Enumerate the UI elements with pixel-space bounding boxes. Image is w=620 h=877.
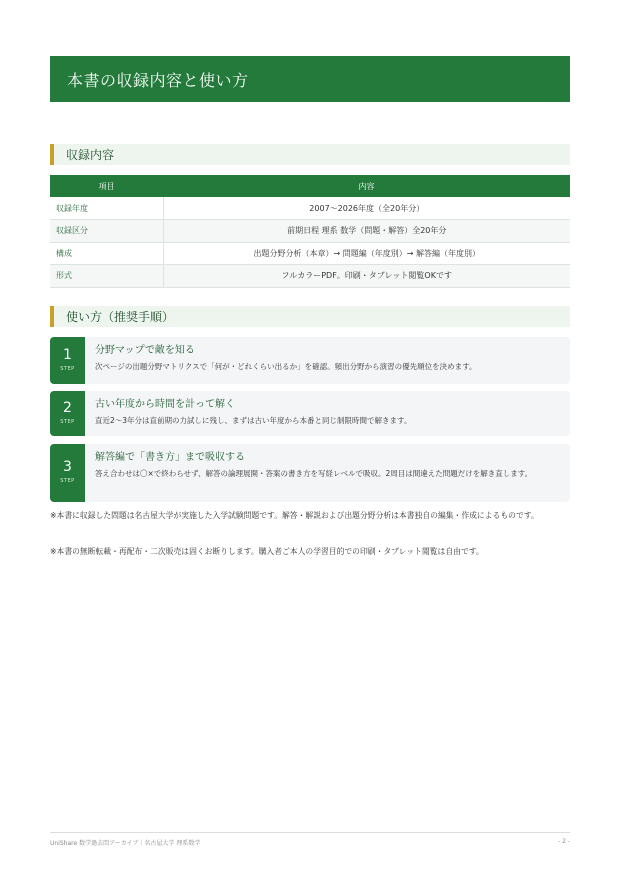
step-description: 直近2〜3年分は直前期の力試しに残し、まずは古い年度から本番と同じ制限時間で解きます。 [95, 416, 412, 425]
step-card-1 [50, 337, 570, 384]
note-text: ※本書の無断転載・再配布・二次販売は固くお断りします。購入者ご本人の学習目的での印刷・タブレット閲覧は自由です。 [50, 547, 484, 556]
table-row [50, 242, 570, 265]
step-title: 分野マップで敵を知る [95, 345, 195, 356]
step-badge [50, 444, 85, 502]
step-number: 1 [63, 347, 72, 363]
section-heading-contents [50, 144, 570, 165]
table-header-row [50, 175, 570, 197]
section-heading-text: 収録内容 [66, 148, 115, 162]
contents-table [50, 175, 570, 288]
page-number: - 2 - [558, 838, 570, 845]
step-number: 3 [63, 459, 72, 475]
step-label: STEP [60, 478, 75, 484]
row-value: 前期日程 理系 数学（問題・解答）全20年分 [163, 220, 570, 243]
page-title: 本書の収録内容と使い方 [67, 70, 249, 90]
row-key: 収録区分 [50, 220, 163, 243]
step-card-3 [50, 444, 570, 502]
row-key: 構成 [50, 242, 163, 265]
page-footer [50, 832, 570, 847]
section-heading-text: 使い方（推奨手順） [66, 310, 175, 324]
step-card-2 [50, 391, 570, 436]
step-title: 解答編で「書き方」まで吸収する [95, 452, 245, 463]
step-description: 次ページの出題分野マトリクスで「何が・どれくらい出るか」を確認。頻出分野から演習の優先順位を決めます。 [95, 362, 477, 371]
row-key: 収録年度 [50, 197, 163, 220]
step-badge [50, 391, 85, 436]
table-row [50, 220, 570, 243]
row-value: 2007〜2026年度（全20年分） [163, 197, 570, 220]
row-key: 形式 [50, 265, 163, 288]
table-row [50, 265, 570, 288]
step-description: 答え合わせは〇×で終わらせず、解答の論理展開・答案の書き方を写経レベルで吸収。2周目は間違えた問題だけを解き直します。 [95, 469, 533, 478]
table-row [50, 197, 570, 220]
table-header-item: 項目 [50, 175, 163, 197]
table-header-content: 内容 [163, 175, 570, 197]
step-label: STEP [60, 419, 75, 425]
step-number: 2 [63, 400, 72, 416]
step-title: 古い年度から時間を計って解く [95, 399, 235, 410]
note-text: ※本書に収録した問題は名古屋大学が実施した入学試験問題です。解答・解説および出題分野分析は本書独自の編集・作成によるものです。 [50, 511, 539, 520]
footer-title: UniShare 数学過去問アーカイブ｜名古屋大学 理系数学 [50, 840, 201, 847]
row-value: 出題分野分析（本章）→ 問題編（年度別）→ 解答編（年度別） [163, 242, 570, 265]
step-badge [50, 337, 85, 384]
page-title-bar [50, 56, 570, 102]
section-heading-usage [50, 306, 570, 327]
row-value: フルカラーPDF。印刷・タブレット閲覧OKです [163, 265, 570, 288]
step-label: STEP [60, 366, 75, 372]
